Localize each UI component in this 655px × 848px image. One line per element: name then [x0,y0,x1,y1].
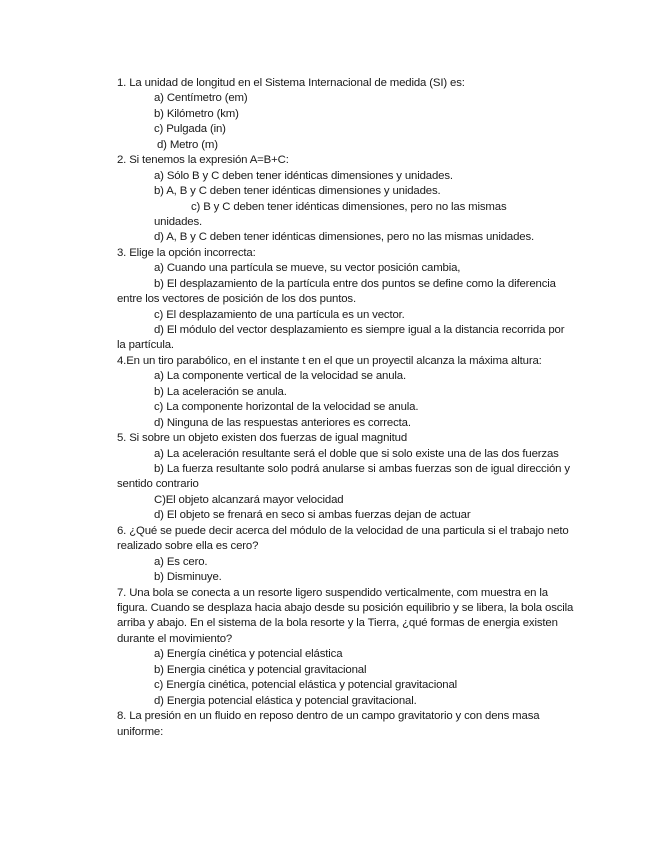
question-2-option-b: b) A, B y C deben tener idénticas dimensiones y unidades. [154,185,441,198]
question-1-option-c: c) Pulgada (in) [154,123,226,136]
quiz-text [117,76,575,740]
question-3-stem: 3. Elige la opción incorrecta: [117,246,256,259]
question-2-option-c: c) B y C deben tener idénticas dimensiones, pero no las mismas [191,200,507,213]
question-2-option-c-continued: unidades. [154,215,203,228]
question-2-stem: 2. Si tenemos la expresión A=B+C: [117,154,289,167]
question-7-option-c: c) Energía cinética, potencial elástica y potencial gravitacional [154,679,458,692]
question-6-option-a: a) Es cero. [154,555,208,568]
question-1-option-d: d) Metro (m) [157,138,218,151]
question-3-option-b: b) El desplazamiento de la partícula entre dos puntos se define como la diferencia entre los vectores de posición de los dos puntos. [117,277,556,306]
question-4-option-a: a) La componente vertical de la velocidad se anula. [154,370,406,383]
question-3-option-c: c) El desplazamiento de una partícula es un vector. [154,308,405,321]
question-5-option-a: a) La aceleración resultante será el doble que si solo existe una de las dos fuerzas [154,447,559,460]
question-5-stem: 5. Si sobre un objeto existen dos fuerzas de igual magnitud [117,432,408,445]
question-5-option-c: C)El objeto alcanzará mayor velocidad [154,493,344,506]
question-6-option-b: b) Disminuye. [154,571,222,584]
question-1-option-a: a) Centímetro (em) [154,92,248,105]
question-6-stem: 6. ¿Qué se puede decir acerca del módulo de la velocidad de una particula si el trabajo neto realizado sobre ella es cero? [117,524,569,553]
question-7-option-a: a) Energía cinética y potencial elástica [154,648,343,661]
question-5-option-b: b) La fuerza resultante solo podrá anularse si ambas fuerzas son de igual dirección y sentido contrario [117,463,570,491]
question-8-stem: 8. La presión en un fluido en reposo dentro de un campo gravitatorio y con dens masa uniforme: [117,710,540,738]
question-3-option-a: a) Cuando una partícula se mueve, su vector posición cambia, [154,262,461,275]
question-1-option-b: b) Kilómetro (km) [154,107,239,120]
question-4-option-c: c) La componente horizontal de la velocidad se anula. [154,401,419,414]
question-5-option-d: d) El objeto se frenará en seco si ambas fuerzas dejan de actuar [154,509,471,522]
question-4-option-d: d) Ninguna de las respuestas anteriores es correcta. [154,416,411,429]
question-2-option-d: d) A, B y C deben tener idénticas dimensiones, pero no las mismas unidades. [154,231,535,244]
question-3-option-d: d) El módulo del vector desplazamiento es siempre igual a la distancia recorrida por la partícula. [117,324,565,352]
question-4-option-b: b) La aceleración se anula. [154,385,287,398]
question-4-stem: 4.En un tiro parabólico, en el instante t en el que un proyectil alcanza la máxima altura: [117,354,542,367]
question-7-stem: 7. Una bola se conecta a un resorte ligero suspendido verticalmente, com muestra en la figura. Cuando se desplaza hacia abajo desde su posición equilibrio y se libera, la bola oscila arriba y abajo. En el sistema de la bola resorte y la Tierra, ¿qué formas de energia existen durante el movimiento? [117,586,574,645]
question-7-option-d: d) Energia potencial elástica y potencial gravitacional. [154,694,417,707]
question-1-stem: 1. La unidad de longitud en el Sistema Internacional de medida (SI) es: [117,77,465,89]
question-7-option-b: b) Energia cinética y potencial gravitacional [154,663,367,676]
question-2-option-a: a) Sólo B y C deben tener idénticas dimensiones y unidades. [154,169,453,182]
